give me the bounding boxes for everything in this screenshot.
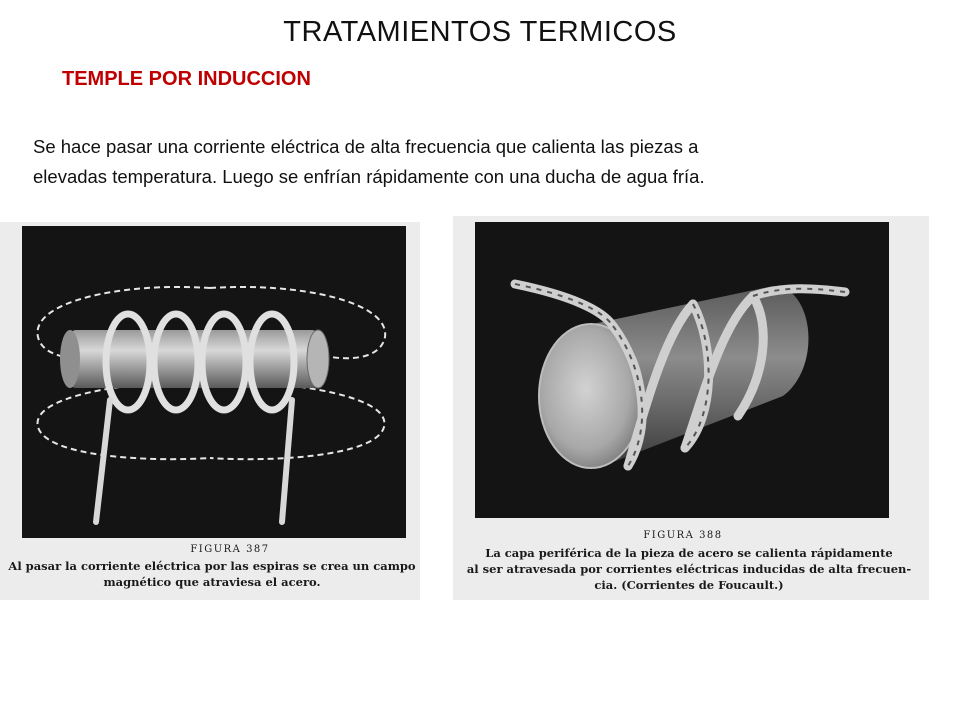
figure-388-caption-line-3: cia. (Corrientes de Foucault.) <box>594 578 784 592</box>
figure-388-caption-line-1: La capa periférica de la pieza de acero se calienta rápidamente <box>485 546 893 560</box>
figure-388-illustration <box>453 216 929 600</box>
body-line-2: elevadas temperatura. Luego se enfrían rápidamente con una ducha de agua fría. <box>33 166 705 187</box>
figure-387-caption-line-2: magnético que atraviesa el acero. <box>103 575 321 589</box>
figure-388-label: FIGURA 388 <box>643 530 723 541</box>
body-line-1: Se hace pasar una corriente eléctrica de alta frecuencia que calienta las piezas a <box>33 136 699 157</box>
figure-388-caption-line-2: al ser atravesada por corrientes eléctricas inducidas de alta frecuen- <box>466 562 912 576</box>
figure-387 <box>0 222 420 600</box>
figure-388 <box>453 216 929 600</box>
section-subtitle: TEMPLE POR INDUCCION <box>62 68 311 90</box>
figure-387-caption-line-1: Al pasar la corriente eléctrica por las espiras se crea un campo <box>8 559 416 573</box>
figure-387-label: FIGURA 387 <box>190 544 270 555</box>
body-paragraph <box>33 132 913 192</box>
slide-title: TRATAMIENTOS TERMICOS <box>283 16 677 48</box>
figure-387-illustration <box>0 222 420 600</box>
